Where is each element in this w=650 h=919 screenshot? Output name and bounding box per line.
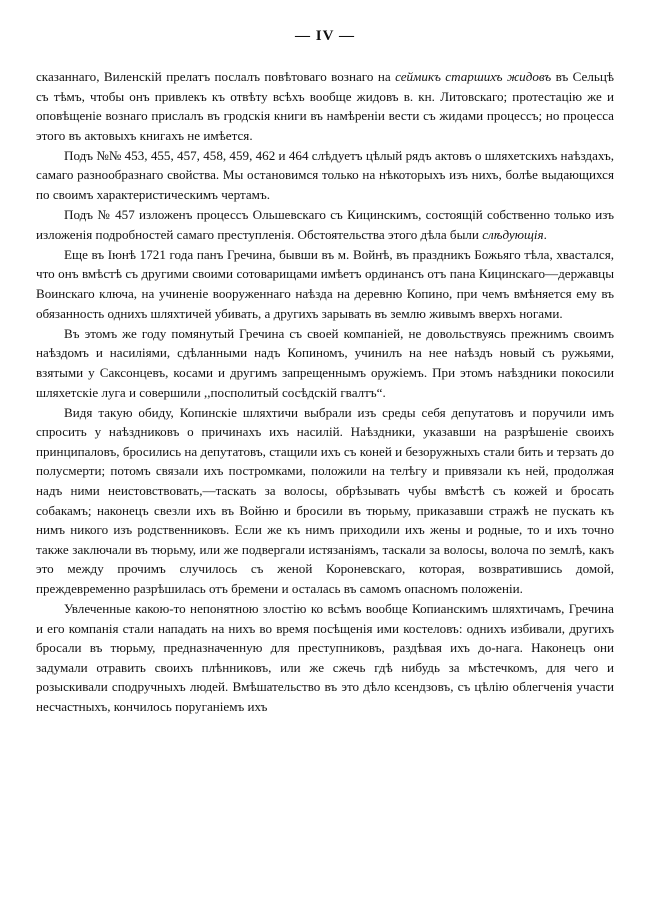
text-run: въ Сельцѣ съ тѣмъ, чтобы онъ привлекъ къ отвѣту всѣхъ вообще жидовъ в. кн. Литовскаго; протестацію же и оповѣщеніе вознаго прислалъ въ гродскія книги въ намѣреніи вести съ жидами процессъ; но процесса этого въ актовыхъ книгахъ не имѣется. xyxy=(36,69,614,143)
paragraph xyxy=(36,599,614,717)
paragraph xyxy=(36,67,614,145)
paragraph xyxy=(36,205,614,244)
text-run: . xyxy=(543,226,547,242)
text-run: Еще въ Іюнѣ 1721 года панъ Гречина, бывши въ м. Войнѣ, въ праздникъ Божьяго тѣла, хвастался, что онъ вмѣстѣ съ другими своими сотоварищами имѣетъ ординансъ отъ пана Кицинскаго—державцы Воинскаго ключа, на учиненіе вооруженнаго наѣзда на деревню Копино, при чемъ вмѣняется ему въ обязанность однихъ шляхтичей убивать, а другихъ зарывать въ землю живымъ вверхъ ногами. xyxy=(36,246,614,321)
emphasis-run: сеймикъ старшихъ жидовъ xyxy=(395,69,552,84)
text-run: Въ этомъ же году помянутый Гречина съ своей компаніей, не довольствуясь прежнимъ своимъ наѣздомъ и насиліями, сдѣланными надъ Копиномъ, учинилъ на нее наѣздъ новый съ ружьями, взятыми у Саксонцевъ, косами и другимъ запрещеннымъ оружіемъ. При этомъ наѣздники покосили шляхетскіе луга и совершили ,,посполитый сосѣдскій гвалтъ“. xyxy=(36,325,614,400)
emphasis-run: слѣдующія xyxy=(482,226,544,242)
paragraph xyxy=(36,146,614,205)
paragraph xyxy=(36,403,614,599)
text-run: Подъ №№ 453, 455, 457, 458, 459, 462 и 464 слѣдуетъ цѣлый рядъ актовъ о шляхетскихъ наѣздахъ, самаго разнообразнаго свойства. Мы остановимся только на нѣкоторыхъ изъ нихъ, болѣе выдающихся по своимъ характеристическимъ чертамъ. xyxy=(36,147,614,203)
paragraph xyxy=(36,245,614,323)
text-run: Увлеченные какою-то непонятною злостію ко всѣмъ вообще Копианскимъ шляхтичамъ, Гречина и его компанія стали нападать на нихъ во время посѣщенія ими костеловъ: однихъ избивали, другихъ бросали въ тюрьму, предназначенную для преступниковъ, раздѣвая ихъ до-нага. Наконецъ они задумали отравить своихъ плѣнниковъ, или же сжечь гдѣ нибудь за мѣстечкомъ, для чего и розыскивали сподручныхъ людей. Вмѣшательство въ это дѣло ксендзовъ, съ цѣлію облегченія участи несчастныхъ, кончилось поруганіемъ ихъ xyxy=(36,601,614,714)
document-body xyxy=(36,67,614,717)
text-run: Видя такую обиду, Копинскіе шляхтичи выбрали изъ среды себя депутатовъ и поручили имъ спросить у наѣздниковъ о причинахъ ихъ насилій. Наѣздники, указавши на разрѣшеніе своихъ принципаловъ, бросились на депутатовъ, стащили ихъ съ коней и безоружныхъ стали бить и терзать до полусмерти; потомъ связали ихъ постромками, положили на телѣгу и привязали къ ней, продолжая надъ ними неистовствовать,—таскать за волосы, обрѣзывать чубы вмѣстѣ съ кожей и бросать собакамъ; наконецъ свезли ихъ въ Войню и бросили въ тюрьму, приказавши стражѣ не пускать къ нимъ никого изъ родственниковъ. Если же къ нимъ приходили ихъ жены и родные, то и ихъ точно также заключали въ тюрьму, или же подвергали истязаніямъ, таскали за волосы, волоча по землѣ, какъ это между прочимъ случилось съ женой Короневскаго, которая, возвратившись домой, преждевременно разрѣшилась отъ бремени и осталась въ самомъ опасномъ положеніи. xyxy=(36,404,614,596)
text-run: Подъ № 457 изложенъ процессъ Ольшевскаго съ Кицинскимъ, состоящій собственно только изъ изложенія подробностей самаго преступленія. Обстоятельства этого дѣла были xyxy=(36,207,614,242)
text-run: сказаннаго, Виленскій прелатъ послалъ повѣтоваго вознаго на xyxy=(36,69,396,84)
page-number-header: — IV — xyxy=(295,28,355,44)
paragraph xyxy=(36,324,614,402)
